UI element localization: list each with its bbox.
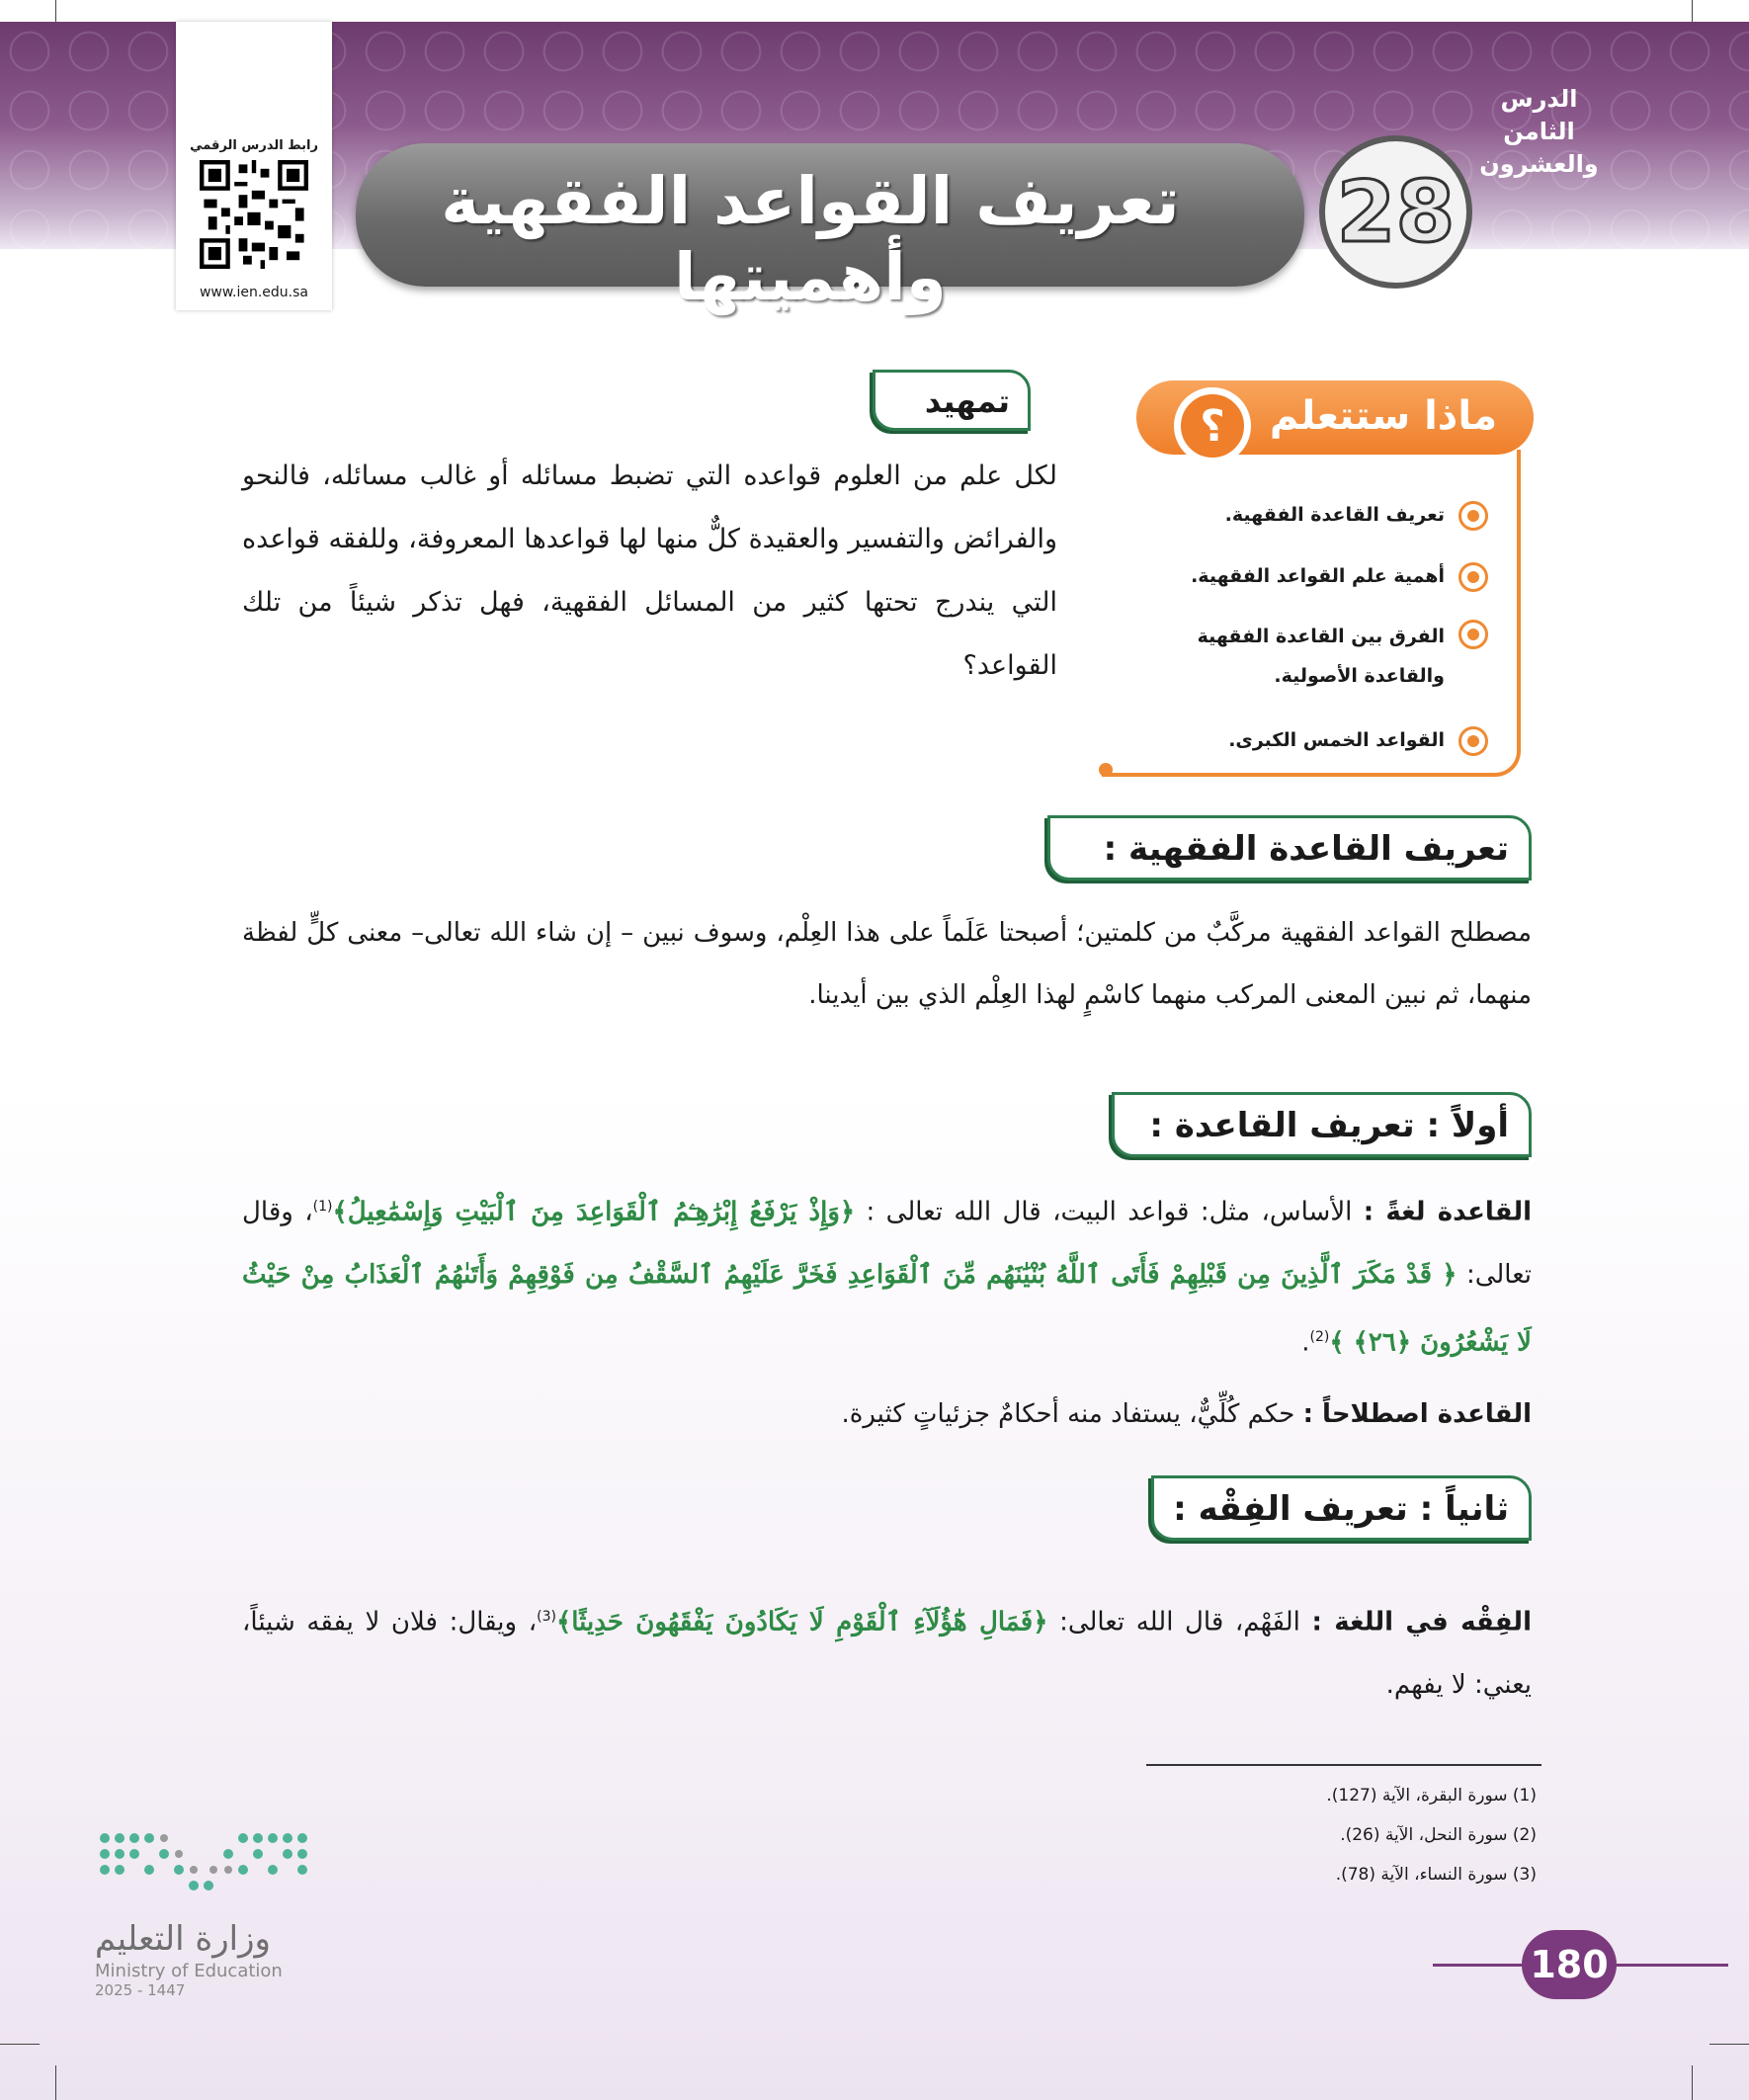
page-number-rule bbox=[1615, 1964, 1728, 1967]
page-number: 180 bbox=[1522, 1930, 1617, 1999]
target-bullet-icon bbox=[1458, 562, 1488, 592]
qaida-term-text: حكم كُلِّيٌّ، يستفاد منه أحكامٌ جزئياتٍ كثيرة. bbox=[841, 1399, 1295, 1429]
footnote: (2) سورة النحل، الآية (26). bbox=[1340, 1825, 1537, 1845]
qaida-term-paragraph bbox=[242, 1384, 1532, 1446]
definition-paragraph: مصطلح القواعد الفقهية مركَّبٌ من كلمتين؛ أصبحتا عَلَماً على هذا العِلْم، وسوف نبين – إن شاء الله تعالى– معنى كلٍّ لفظة منهما، ثم نبين المعنى المركب منهما كاسْمٍ لهذا العِلْم الذي بين أيدينا. bbox=[242, 918, 1532, 1010]
fiqh-lang-label: الفِقْه في اللغة : bbox=[1311, 1607, 1532, 1638]
footnote: (1) سورة البقرة، الآية (127). bbox=[1326, 1786, 1537, 1806]
verse-nisa: ﴿فَمَالِ هَٰٓؤُلَآءِ ٱلْقَوْمِ لَا يَكَادُونَ يَفْقَهُونَ حَدِيثًا﴾ bbox=[555, 1607, 1048, 1638]
separator: ، bbox=[304, 1197, 313, 1227]
said-text: وقال تعالى: bbox=[242, 1197, 1533, 1290]
ministry-name-ar: وزارة التعليم bbox=[95, 1919, 271, 1959]
target-bullet-icon bbox=[1458, 726, 1488, 756]
qaida-lang-text: الأساس، مثل: قواعد البيت، قال الله تعالى : bbox=[866, 1197, 1353, 1227]
learn-box-heading: ماذا ستتعلم bbox=[1269, 393, 1498, 439]
verse-baqarah: ﴿وَإِذْ يَرْفَعُ إِبْرَٰهِـۧمُ ٱلْقَوَاعِدَ مِنَ ٱلْبَيْتِ وَإِسْمَٰعِيلُ﴾ bbox=[332, 1197, 856, 1227]
ministry-logo bbox=[95, 1828, 312, 1999]
learn-item: القواعد الخمس الكبرى. bbox=[1228, 729, 1445, 751]
footnote-ref: (2) bbox=[1309, 1328, 1330, 1345]
footnote-ref: (1) bbox=[312, 1199, 333, 1215]
footnote-divider bbox=[1146, 1764, 1541, 1766]
target-bullet-icon bbox=[1458, 620, 1488, 649]
footnote-ref: (3) bbox=[537, 1609, 556, 1625]
question-mark-icon: ؟ bbox=[1174, 387, 1251, 464]
target-bullet-icon bbox=[1458, 501, 1488, 531]
ministry-dots-logo-icon bbox=[95, 1828, 312, 1897]
fiqh-lang-paragraph bbox=[242, 1586, 1532, 1717]
qr-url[interactable]: www.ien.edu.sa bbox=[199, 285, 309, 300]
learn-item: تعريف القاعدة الفقهية. bbox=[1224, 504, 1445, 526]
footnote: (3) سورة النساء، الآية (78). bbox=[1335, 1865, 1537, 1885]
fiqh-lang-text-continued: ، ويقال: فلان لا يفقه شيئاً، يعني: لا يفهم. bbox=[242, 1607, 1532, 1700]
qr-label: رابط الدرس الرقمي bbox=[190, 138, 318, 153]
qr-card[interactable] bbox=[176, 22, 332, 310]
qaida-lang-label: القاعدة لغةً : bbox=[1363, 1197, 1533, 1227]
separator: . bbox=[1301, 1327, 1310, 1358]
definition-heading: تعريف القاعدة الفقهية : bbox=[1047, 815, 1532, 881]
intro-heading: تمهيد bbox=[873, 370, 1031, 431]
ministry-name-en: Ministry of Education bbox=[95, 1961, 283, 1981]
page-title: تعريف القواعد الفقهية وأهميتها bbox=[441, 163, 1180, 315]
verse-nahl: ﴿ قَدْ مَكَرَ ٱلَّذِينَ مِن قَبْلِهِمْ فَأَتَى ٱللَّهُ بُنْيَٰنَهُم مِّنَ ٱلْقَوَاعِدِ فَخَرَّ عَلَيْهِمُ ٱلسَّقْفُ مِن فَوْقِهِمْ وَأَتَىٰهُمُ ٱلْعَذَابُ مِنْ حَيْثُ لَا يَشْعُرُونَ ﴿٢٦﴾ ﴾ bbox=[242, 1259, 1532, 1358]
edition-year: 2025 - 1447 bbox=[95, 1981, 186, 1999]
learn-item: أهمية علم القواعد الفقهية. bbox=[1191, 565, 1445, 587]
qaida-term-label: القاعدة اصطلاحاً : bbox=[1302, 1399, 1532, 1429]
first-heading: أولاً : تعريف القاعدة : bbox=[1112, 1092, 1532, 1157]
qr-code-icon[interactable] bbox=[200, 160, 308, 269]
second-heading: ثانياً : تعريف الفِقْه : bbox=[1151, 1475, 1532, 1541]
learn-item: الفرق بين القاعدة الفقهية والقاعدة الأصولية. bbox=[1197, 626, 1445, 687]
fiqh-lang-text: الفَهْم، قال الله تعالى: bbox=[1059, 1607, 1300, 1638]
qaida-lang-paragraph bbox=[242, 1176, 1532, 1374]
intro-paragraph: لكل علم من العلوم قواعده التي تضبط مسائله أو غالب مسائله، فالنحو والفرائض والتفسير والعقيدة كلٌّ منها لها قواعدها المعروفة، وللفقه قواعده التي يندرج تحتها كثير من المسائل الفقهية، فهل تذكر شيئاً من تلك القواعد؟ bbox=[242, 461, 1057, 681]
lesson-label-line: الدرس bbox=[1500, 85, 1578, 113]
page-number-rule bbox=[1433, 1964, 1527, 1967]
lesson-number-badge: 28 bbox=[1319, 135, 1472, 289]
learn-box-end-dot bbox=[1099, 763, 1113, 777]
lesson-label bbox=[1472, 83, 1606, 181]
lesson-label-line: والعشرون bbox=[1479, 150, 1599, 178]
lesson-label-line: الثامن bbox=[1503, 118, 1575, 145]
